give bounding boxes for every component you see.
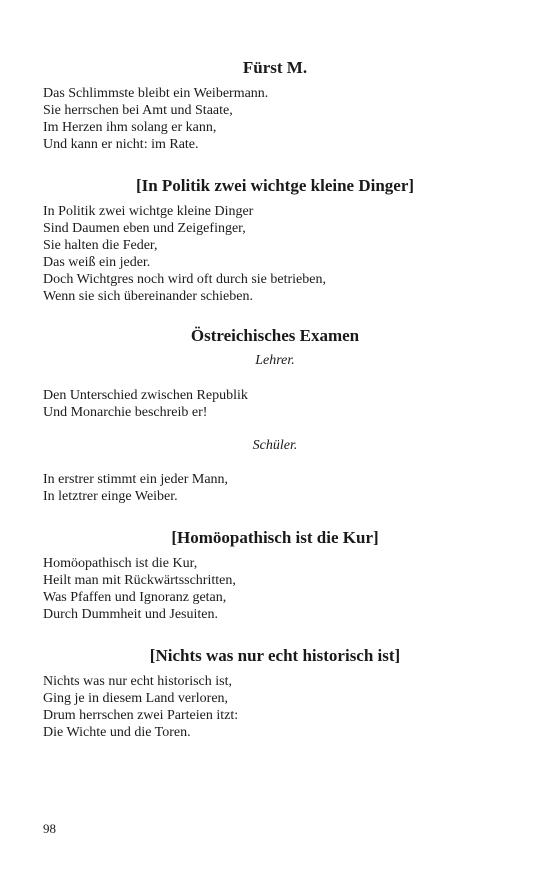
verse-line: Heilt man mit Rückwärtsschritten,: [43, 573, 236, 588]
verse-line: Durch Dummheit und Jesuiten.: [43, 607, 218, 622]
verse-line: Ging je in diesem Land verloren,: [43, 691, 229, 706]
poem-stanza: [43, 387, 523, 421]
verse-line: Die Wichte und die Toren.: [43, 725, 191, 740]
verse-line: Drum herrschen zwei Parteien itzt:: [43, 708, 239, 723]
verse-line: Das Schlimmste bleibt ein Weibermann.: [43, 86, 269, 101]
poem-title: [In Politik zwei wichtge kleine Dinger]: [135, 176, 415, 195]
poem-stanza: [43, 555, 523, 623]
page-number: 98: [43, 821, 56, 836]
poem-title: [Homöopathisch ist die Kur]: [171, 528, 379, 547]
verse-line: Sind Daumen eben und Zeigefinger,: [43, 221, 246, 236]
speaker-label-student: Schüler.: [252, 438, 298, 453]
verse-line: Und kann er nicht: im Rate.: [43, 137, 199, 152]
verse-line: Das weiß ein jeder.: [43, 255, 151, 270]
poem-title: Fürst M.: [242, 58, 308, 77]
verse-line: Was Pfaffen und Ignoranz getan,: [43, 590, 227, 605]
verse-line: Und Monarchie beschreib er!: [43, 405, 208, 420]
verse-line: Wenn sie sich übereinander schieben.: [43, 289, 253, 304]
verse-line: Im Herzen ihm solang er kann,: [43, 120, 217, 135]
poem-stanza: [43, 471, 523, 505]
poem-title: Östreichisches Examen: [190, 326, 360, 345]
poem-title: [Nichts was nur echt historisch ist]: [149, 646, 401, 665]
verse-line: In erstrer stimmt ein jeder Mann,: [43, 472, 229, 487]
verse-line: Homöopathisch ist die Kur,: [43, 556, 198, 571]
verse-line: Doch Wichtgres noch wird oft durch sie betrieben,: [43, 272, 326, 287]
verse-line: Sie herrschen bei Amt und Staate,: [43, 103, 233, 118]
poem-stanza: [43, 203, 523, 305]
verse-line: Sie halten die Feder,: [43, 238, 158, 253]
verse-line: Nichts was nur echt historisch ist,: [43, 674, 232, 689]
verse-line: In letztrer einge Weiber.: [43, 489, 178, 504]
poem-stanza: [43, 85, 523, 153]
poem-stanza: [43, 673, 523, 741]
speaker-label-teacher: Lehrer.: [255, 353, 295, 368]
verse-line: In Politik zwei wichtge kleine Dinger: [43, 204, 254, 219]
verse-line: Den Unterschied zwischen Republik: [43, 388, 248, 403]
